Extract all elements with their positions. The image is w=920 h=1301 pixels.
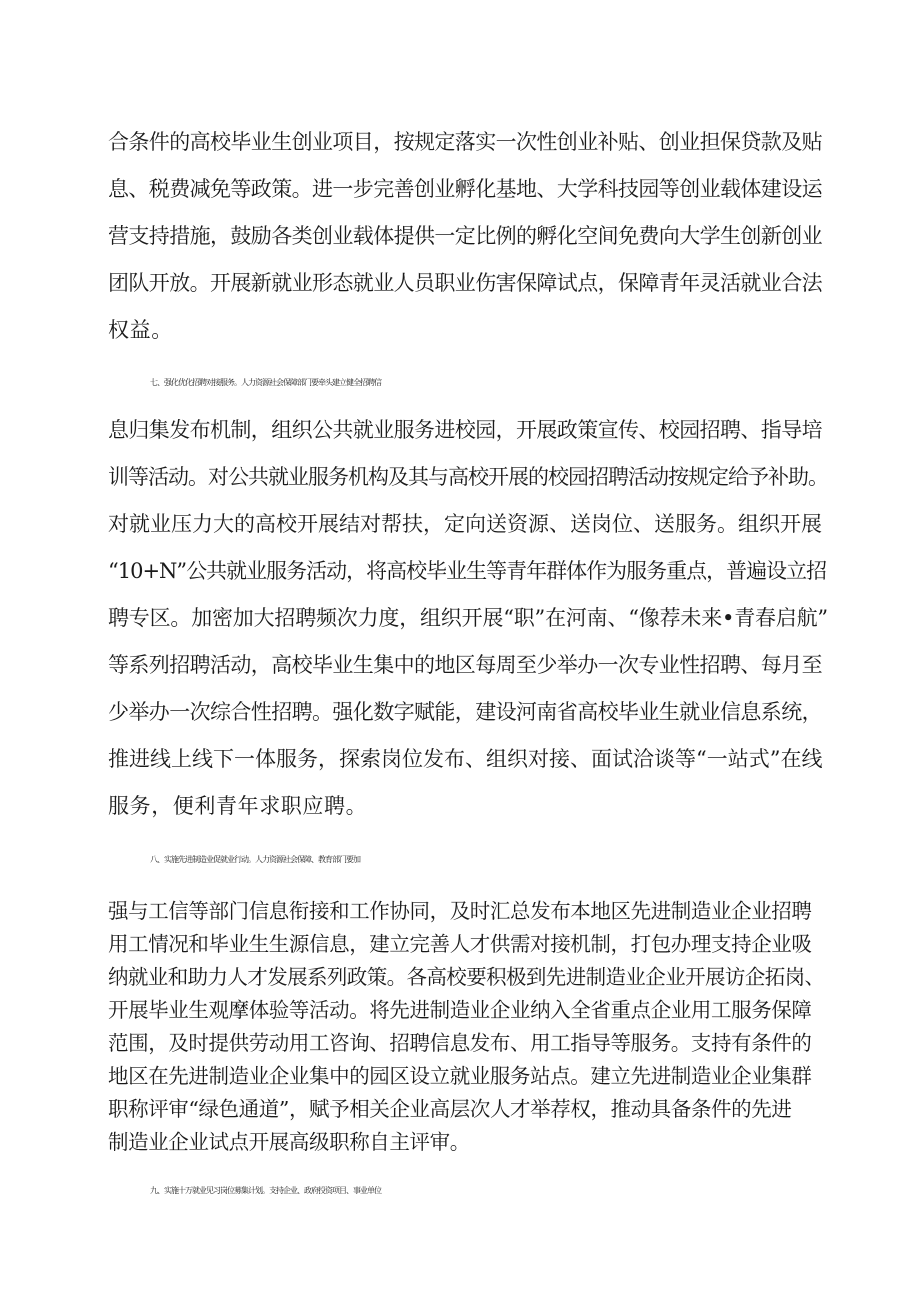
paragraph-line: 纳就业和助力人才发展系列政策。各高校要积极到先进制造业企业开展访企拓岗、	[108, 965, 825, 989]
paragraph-line: 用工情况和毕业生生源信息，建立完善人才供需对接机制，打包办理支持企业吸	[108, 932, 812, 956]
paragraph-line: 营支持措施，鼓励各类创业载体提供一定比例的孵化空间免费向大学生创新创业	[108, 224, 822, 248]
paragraph-heading-line: 九、实施十万就业见习岗位募集计划。支持企业、政府投资项目、事业单位	[150, 1186, 381, 1195]
paragraph-line: 强与工信等部门信息衔接和工作协同，及时汇总发布本地区先进制造业企业招聘	[108, 899, 812, 923]
paragraph-heading-line: 八、实施先进制造业促就业行动。人力资源社会保障、教育部门要加	[150, 855, 360, 864]
paragraph-line: 权益。	[108, 318, 173, 342]
paragraph-line: 团队开放。开展新就业形态就业人员职业伤害保障试点，保障青年灵活就业合法	[108, 271, 822, 295]
paragraph-line: 职称评审“绿色通道”，赋予相关企业高层次人才举荐权，推动具备条件的先进	[108, 1097, 792, 1121]
paragraph-line: 范围，及时提供劳动用工咨询、招聘信息发布、用工指导等服务。支持有条件的	[108, 1031, 812, 1055]
paragraph-line: 合条件的高校毕业生创业项目，按规定落实一次性创业补贴、创业担保贷款及贴	[108, 130, 822, 154]
paragraph-line: 开展毕业生观摩体验等活动。将先进制造业企业纳入全省重点企业用工服务保障	[108, 998, 812, 1022]
paragraph-line: “10+N”公共就业服务活动，将高校毕业生等青年群体作为服务重点，普遍设立招	[108, 559, 827, 583]
paragraph-line: 少举办一次综合性招聘。强化数字赋能，建设河南省高校毕业生就业信息系统，	[108, 700, 822, 724]
paragraph-line: 制造业企业试点开展高级职称自主评审。	[108, 1130, 470, 1154]
paragraph-line: 对就业压力大的高校开展结对帮扶，定向送资源、送岗位、送服务。组织开展	[108, 512, 822, 536]
paragraph-line: 息归集发布机制，组织公共就业服务进校园，开展政策宣传、校园招聘、指导培	[108, 418, 822, 442]
paragraph-line: 息、税费减免等政策。进一步完善创业孵化基地、大学科技园等创业载体建设运	[108, 177, 822, 201]
paragraph-heading-line: 七、强化优化招聘对接服务。人力资源社会保障部门要牵头建立健全招聘信	[150, 378, 381, 387]
paragraph-line: 服务，便利青年求职应聘。	[108, 794, 368, 818]
paragraph-line: 地区在先进制造业企业集中的园区设立就业服务站点。建立先进制造业企业集群	[108, 1064, 812, 1088]
paragraph-line: 聘专区。加密加大招聘频次力度，组织开展“职”在河南、“像荐未来•青春启航”	[108, 606, 828, 630]
paragraph-line: 等系列招聘活动，高校毕业生集中的地区每周至少举办一次专业性招聘、每月至	[108, 653, 822, 677]
paragraph-line: 训等活动。对公共就业服务机构及其与高校开展的校园招聘活动按规定给予补助。	[108, 465, 828, 489]
paragraph-line: 推进线上线下一体服务，探索岗位发布、组织对接、面试洽谈等“一站式”在线	[108, 747, 823, 771]
